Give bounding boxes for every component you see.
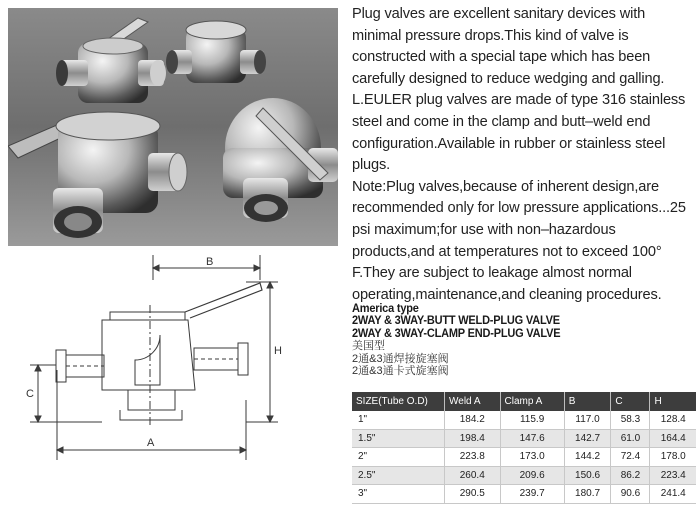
- cell-weld-a: 198.4: [445, 429, 501, 448]
- cell-b: 117.0: [564, 411, 611, 429]
- col-header-weld-a: Weld A: [445, 392, 501, 411]
- cell-h: 178.0: [650, 448, 696, 467]
- cell-c: 86.2: [611, 466, 650, 485]
- cell-weld-a: 290.5: [445, 485, 501, 504]
- cell-clamp-a: 209.6: [500, 466, 564, 485]
- cell-size: 2": [352, 448, 445, 467]
- table-row: [352, 429, 696, 448]
- label-a: A: [147, 437, 155, 449]
- cell-c: 58.3: [611, 411, 650, 429]
- cell-clamp-a: 173.0: [500, 448, 564, 467]
- cell-clamp-a: 115.9: [500, 411, 564, 429]
- cell-weld-a: 260.4: [445, 466, 501, 485]
- label-b: B: [206, 256, 214, 268]
- heading-cn-type: 美国型: [352, 340, 385, 353]
- cell-b: 150.6: [564, 466, 611, 485]
- cell-size: 1": [352, 411, 445, 429]
- cell-h: 241.4: [650, 485, 696, 504]
- description-paragraph: Plug valves are excellent sanitary devices with minimal pressure drops.This kind of valve is constructed with a special tape which has been carefully designed to reduce wedging and galling.: [352, 6, 665, 87]
- col-header-h: H: [650, 392, 696, 411]
- cell-clamp-a: 147.6: [500, 429, 564, 448]
- heading-type: America type: [352, 302, 419, 316]
- cell-weld-a: 223.8: [445, 448, 501, 467]
- cell-clamp-a: 239.7: [500, 485, 564, 504]
- heading-cn-weld: 2通&3通焊接旋塞阀: [352, 352, 449, 365]
- product-photo: [8, 8, 338, 246]
- cell-size: 1.5": [352, 429, 445, 448]
- table-row: [352, 448, 696, 467]
- heading-clamp-end: 2WAY & 3WAY-CLAMP END-PLUG VALVE: [352, 327, 561, 341]
- cell-b: 144.2: [564, 448, 611, 467]
- cell-weld-a: 184.2: [445, 411, 501, 429]
- description-paragraph: L.EULER plug valves are made of type 316 stainless steel and come in the clamp and butt–weld end configuration.Available in rubber or stainless steel plugs.: [352, 92, 686, 174]
- heading-butt-weld: 2WAY & 3WAY-BUTT WELD-PLUG VALVE: [352, 315, 560, 328]
- description-note: Note:Plug valves,because of inherent design,are recommended only for low pressure applications...25 psi maximum;for use with non–hazardous products,and at temperatures not to exceed 100° F.They are subject to leakage almost normal operating,maintenance,and cleaning procedures.: [352, 178, 686, 303]
- col-header-c: C: [611, 392, 650, 411]
- spec-heading: [352, 303, 696, 377]
- label-h: H: [274, 345, 282, 357]
- label-c: C: [26, 388, 34, 400]
- table-row: [352, 466, 696, 485]
- cell-b: 142.7: [564, 429, 611, 448]
- col-header-size: SIZE(Tube O.D): [352, 392, 445, 411]
- cell-h: 223.4: [650, 466, 696, 485]
- cell-c: 90.6: [611, 485, 650, 504]
- heading-cn-clamp: 2通&3通卡式旋塞阀: [352, 365, 449, 378]
- dimension-drawing: [10, 250, 340, 505]
- dimensions-table: [352, 392, 696, 504]
- cell-h: 128.4: [650, 411, 696, 429]
- product-description: [352, 4, 696, 306]
- cell-size: 3": [352, 485, 445, 504]
- cell-b: 180.7: [564, 485, 611, 504]
- cell-c: 61.0: [611, 429, 650, 448]
- cell-c: 72.4: [611, 448, 650, 467]
- table-row: [352, 411, 696, 429]
- cell-h: 164.4: [650, 429, 696, 448]
- col-header-b: B: [564, 392, 611, 411]
- table-header-row: [352, 392, 696, 411]
- col-header-clamp-a: Clamp A: [500, 392, 564, 411]
- table-row: [352, 485, 696, 504]
- cell-size: 2.5": [352, 466, 445, 485]
